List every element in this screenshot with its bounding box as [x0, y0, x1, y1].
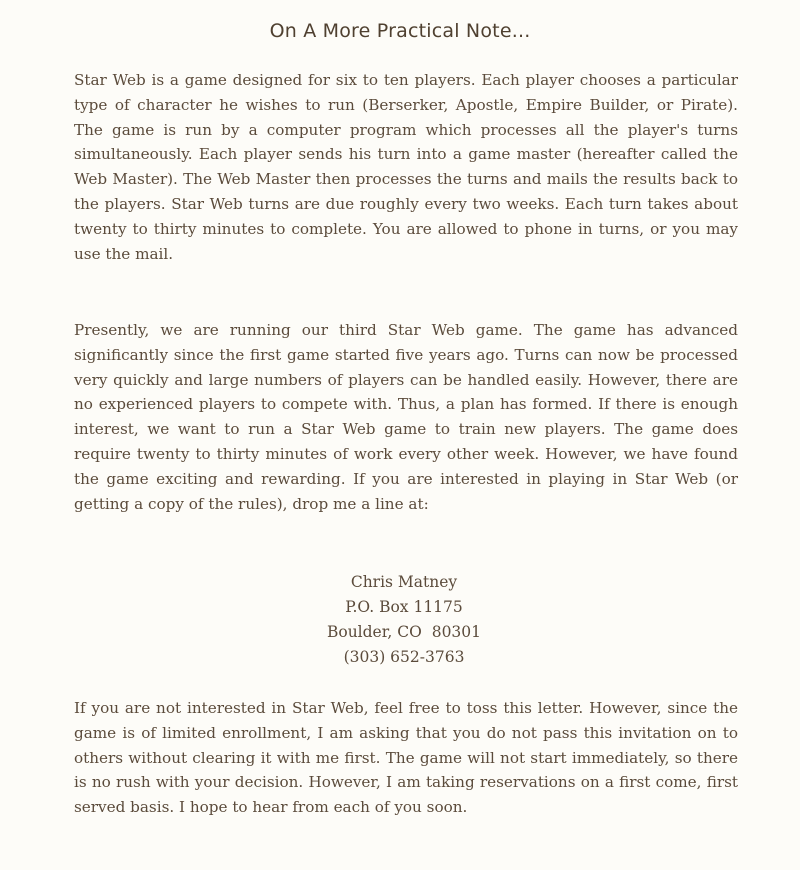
contact-address [0, 570, 800, 670]
paragraph-invitation: Presently, we are running our third Star Web game. The game has advanced significantly since the first game started five years ago. Turns can now be processed very quickly and large numbers of players can be handled easily. However, there are no experienced players to compete with. Thus, a plan has formed. If there is enough interest, we want to run a Star Web game to train new players. The game does require twenty to thirty minutes of work every other week. However, we have found the game exciting and rewarding. If you are interested in playing in Star Web (or getting a copy of the rules), drop me a line at: [74, 321, 738, 513]
contact-name: Chris Matney [350, 573, 458, 591]
paragraph-intro: Star Web is a game designed for six to ten players. Each player chooses a particular type of character he wishes to run (Berserker, Apostle, Empire Builder, or Pirate). The game is run by a computer program which processes all the player's turns simultaneously. Each player sends his turn into a game master (hereafter called the Web Master). The Web Master then processes the turns and mails the results back to the players. Star Web turns are due roughly every two weeks. Each turn takes about twenty to thirty minutes to complete. You are allowed to phone in turns, or you may use the mail. [74, 71, 738, 263]
contact-city: Boulder, CO 80301 [326, 623, 482, 641]
page-title: On A More Practical Note... [269, 20, 531, 42]
paragraph-closing: If you are not interested in Star Web, feel free to toss this letter. However, since the game is of limited enrollment, I am asking that you do not pass this invitation on to others without clearing it with me first. The game will not start immediately, so there is no rush with your decision. However, I am taking reservations on a first come, first served basis. I hope to hear from each of you soon. [74, 699, 738, 817]
contact-po-box: P.O. Box 11175 [345, 598, 463, 616]
contact-phone: (303) 652-3763 [343, 648, 465, 666]
